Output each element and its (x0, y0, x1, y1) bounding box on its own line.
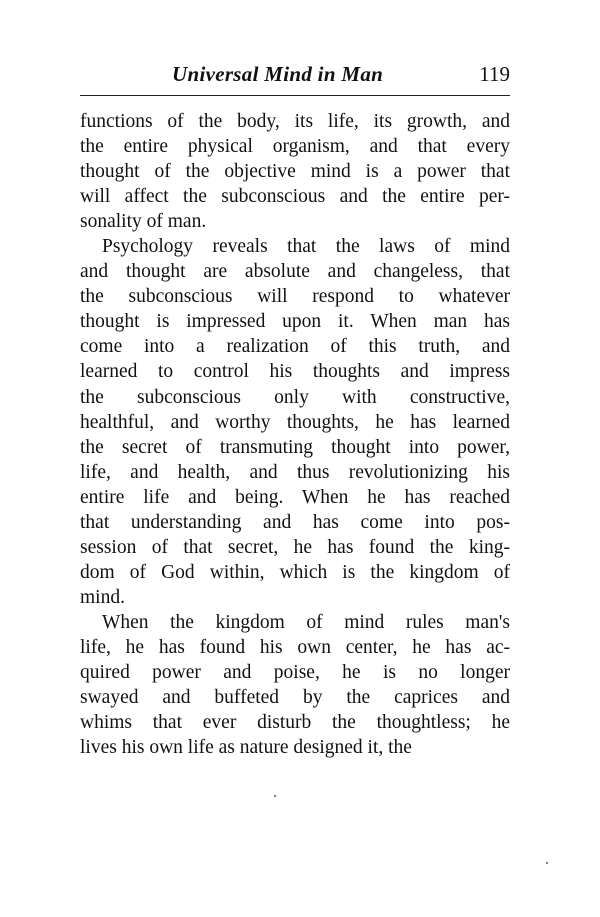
text-line: life, and health, and thus revolutionizing his (80, 461, 510, 483)
text-line: thought of the objective mind is a power that (80, 161, 510, 183)
text-line: the subconscious will respond to whatever (80, 286, 510, 308)
text-line: entire life and being. When he has reached (80, 486, 510, 508)
text-line: come into a realization of this truth, and (80, 336, 510, 358)
text-line: quired power and poise, he is no longer (80, 662, 510, 684)
page-number: 119 (479, 62, 510, 86)
print-speck (274, 795, 276, 797)
text-line: learned to control his thoughts and impress (80, 361, 510, 383)
text-line: mind. (80, 586, 125, 608)
text-line: sonality of man. (80, 211, 207, 233)
paragraph (80, 610, 510, 760)
text-line: and thought are absolute and changeless, that (80, 261, 510, 283)
body-text (80, 109, 510, 760)
text-line: thought is impressed upon it. When man has (80, 311, 510, 333)
text-line: healthful, and worthy thoughts, he has learned (80, 411, 510, 433)
text-line: life, he has found his own center, he has ac- (80, 636, 510, 658)
text-line: swayed and buffeted by the caprices and (80, 687, 510, 709)
text-line: the secret of transmuting thought into power, (80, 436, 510, 458)
header-rule (80, 95, 510, 96)
print-speck (546, 862, 548, 864)
running-title: Universal Mind in Man (172, 62, 384, 86)
running-head (80, 60, 510, 90)
text-line: When the kingdom of mind rules man's (102, 611, 510, 633)
text-line: dom of God within, which is the kingdom of (80, 561, 510, 583)
text-line: that understanding and has come into pos- (80, 511, 510, 533)
text-line: the entire physical organism, and that every (80, 136, 510, 158)
text-line: session of that secret, he has found the king- (80, 536, 510, 558)
text-line: functions of the body, its life, its growth, and (80, 111, 510, 132)
text-line: will affect the subconscious and the entire per- (80, 186, 510, 208)
paragraph (80, 234, 510, 610)
text-line: Psychology reveals that the laws of mind (102, 236, 510, 258)
text-line: whims that ever disturb the thoughtless; he (80, 712, 510, 734)
text-line: lives his own life as nature designed it, the (80, 737, 412, 759)
paragraph (80, 109, 510, 234)
text-line: the subconscious only with constructive, (80, 386, 510, 408)
